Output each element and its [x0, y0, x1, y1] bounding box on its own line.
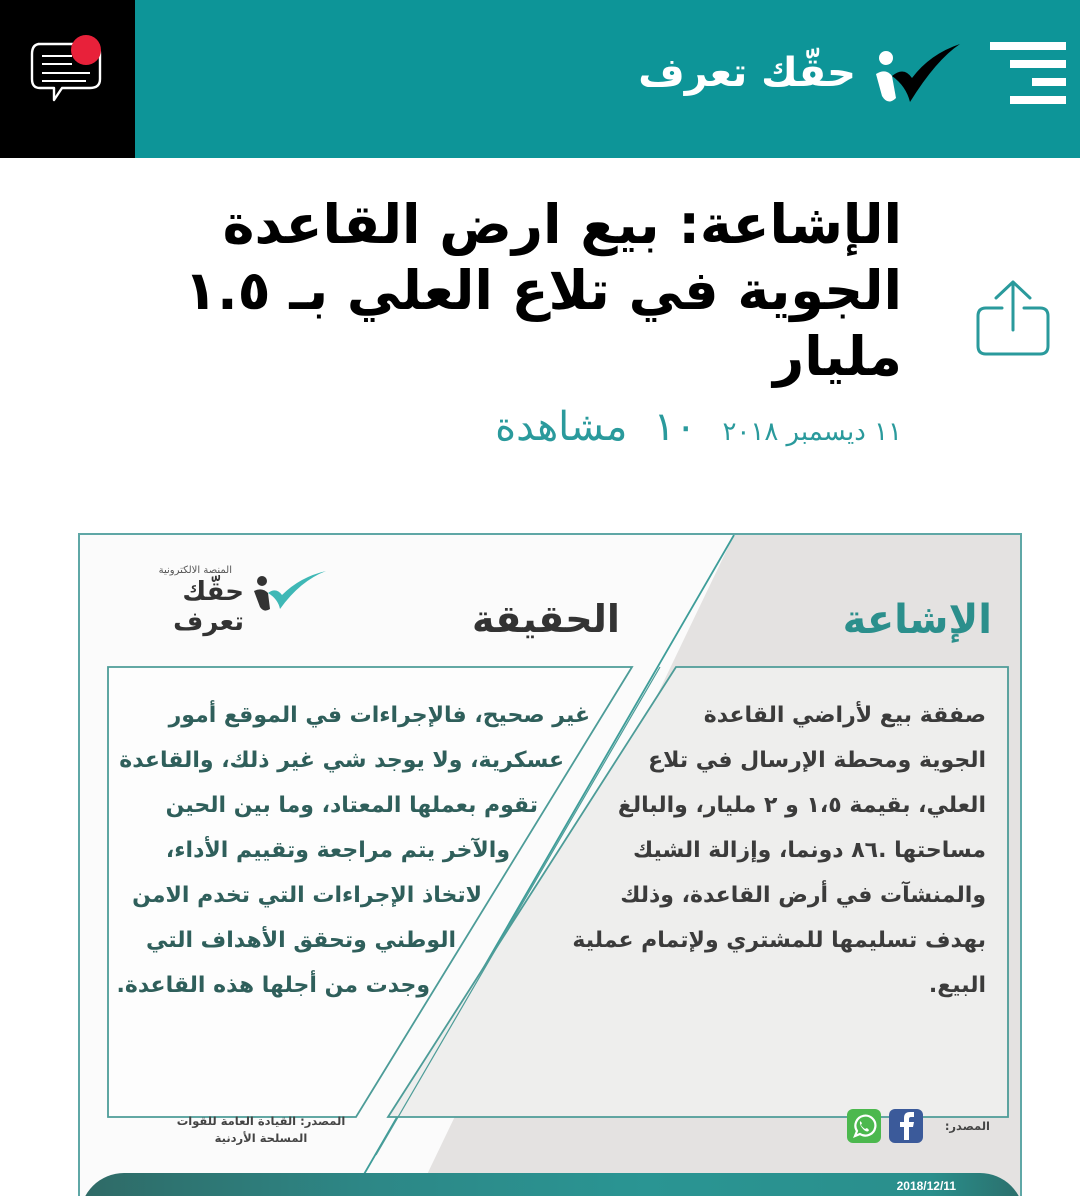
logo-subtitle: المنصة الالكترونية: [158, 565, 232, 576]
rumor-source: [847, 1109, 990, 1143]
article-title: الإشاعة: بيع ارض القاعدة الجوية في تلاع العلي بـ ١.٥ مليار: [184, 193, 902, 388]
rumor-line: مساحتها .٨٦ دونما، وإزالة الشيك: [632, 838, 986, 863]
rumor-line: العلي، بقيمة ١،٥ و ٢ مليار، والبالغ: [617, 793, 986, 818]
truth-line: وجدت من أجلها هذه القاعدة.: [116, 973, 430, 998]
rumor-body: [526, 693, 986, 1008]
whatsapp-icon: [847, 1109, 881, 1143]
truth-source-line: المسلحة الأردنية: [214, 1131, 308, 1145]
infographic-footer-bar: [80, 1173, 1022, 1196]
article-date: ١١ ديسمبر ٢٠١٨: [722, 417, 902, 447]
logo-name: حقّك تعرف: [173, 577, 244, 637]
notification-dot: [71, 35, 101, 65]
menu-line: [1010, 60, 1066, 68]
rumor-line: صفقة بيع لأراضي القاعدة: [703, 703, 986, 728]
checkmark-logo-icon: [248, 569, 328, 613]
brand-logo-link[interactable]: [638, 38, 960, 108]
truth-line: تقوم بعملها المعتاد، وما بين الحين: [165, 793, 538, 818]
rumor-source-label: المصدر:: [944, 1119, 990, 1133]
views-count: ١٠: [653, 404, 697, 450]
rumor-line: الجوية ومحطة الإرسال في تلاع: [648, 748, 986, 773]
truth-line: الوطني وتحقق الأهداف التي: [145, 928, 456, 953]
truth-line: لاتخاذ الإجراءات التي تخدم الامن: [132, 883, 482, 908]
rumor-line: البيع.: [928, 973, 986, 998]
truth-source-line: المصدر: القيادة العامة للقوات: [176, 1114, 346, 1128]
facebook-icon: [889, 1109, 923, 1143]
views-counter: [495, 404, 696, 450]
menu-line: [1032, 78, 1066, 86]
infographic-logo: [132, 563, 342, 637]
hamburger-menu-button[interactable]: [988, 42, 1066, 104]
views-label: مشاهدة: [495, 404, 628, 450]
chat-bubble-notification-icon: [28, 34, 112, 114]
truth-heading: الحقيقة: [472, 597, 620, 641]
rumor-vs-truth-infographic: [78, 533, 1022, 1196]
rumor-line: والمنشآت في أرض القاعدة، وذلك: [620, 883, 986, 908]
notifications-button[interactable]: [0, 0, 135, 158]
article-meta: [495, 404, 902, 450]
truth-source: [166, 1113, 356, 1147]
app-header: [0, 0, 1080, 158]
truth-line: غير صحيح، فالإجراءات في الموقع أمور: [168, 703, 590, 728]
share-icon[interactable]: [972, 276, 1054, 360]
truth-line: عسكرية، ولا يوجد شي غير ذلك، والقاعدة: [119, 748, 564, 773]
rumor-heading: الإشاعة: [842, 597, 992, 643]
rumor-line: بهدف تسليمها للمشتري ولإتمام عملية: [572, 928, 986, 953]
truth-line: والآخر يتم مراجعة وتقييم الأداء،: [165, 838, 510, 863]
menu-line: [1010, 96, 1066, 104]
truth-body: [110, 693, 590, 1008]
infographic-date: 2018/12/11: [896, 1179, 956, 1193]
menu-line: [990, 42, 1066, 50]
checkmark-logo-icon: [866, 40, 960, 106]
brand-name: حقّك تعرف: [638, 50, 856, 96]
